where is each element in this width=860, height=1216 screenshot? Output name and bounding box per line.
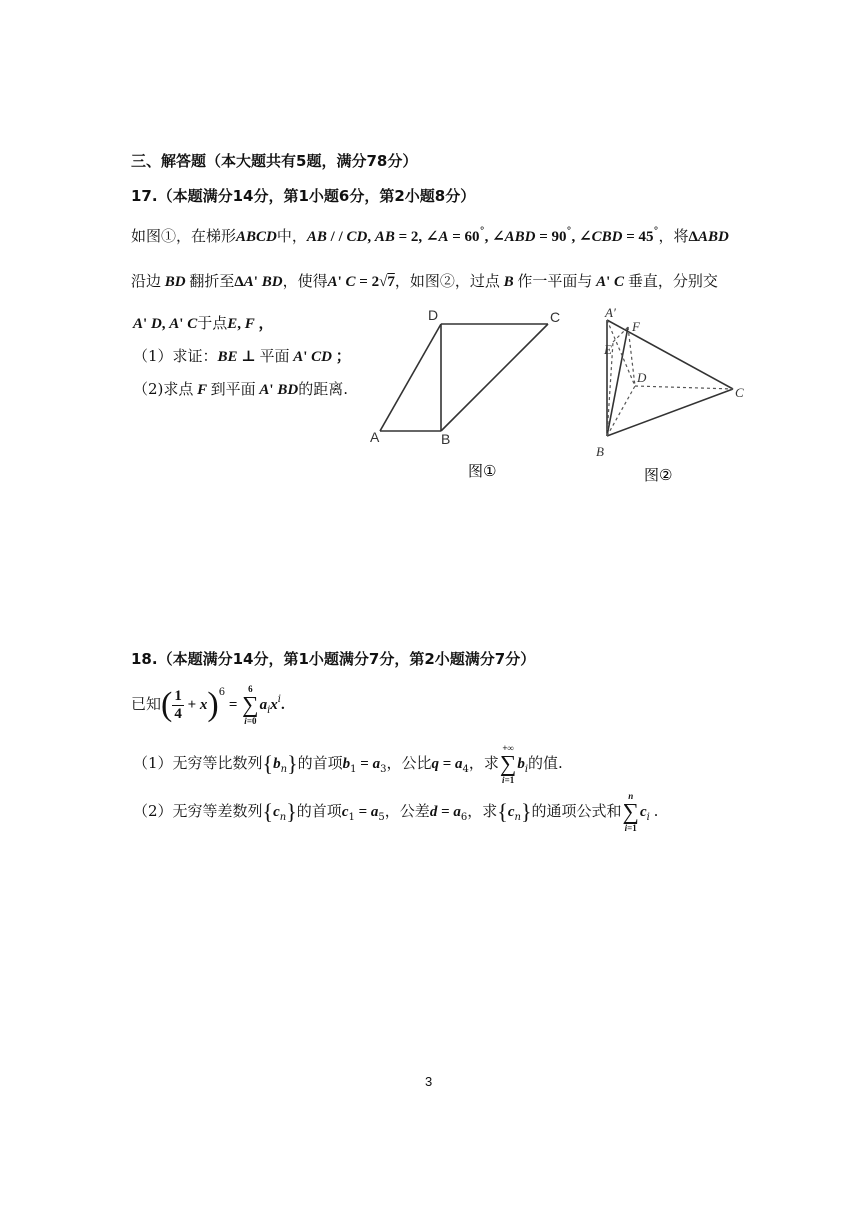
q18-sub-1: （1）无穷等比数列$\{b_n\}$的首项$b_1 = a_3$，公比$q = a_4$，求 +∞ ∑ i=1 $b_i$的值. <box>133 743 563 785</box>
edge-dc <box>635 386 733 389</box>
edge-bc <box>441 324 548 431</box>
q18-sub-2: （2）无穷等差数列$\{c_n\}$的首项$c_1 = a_5$，公差$d = a_6$，求$\{c_n\}$的通项公式和 n ∑ i=1 $c_i$ . <box>133 791 659 833</box>
fig2-label-e: E <box>604 342 612 357</box>
fig1-label-b: B <box>441 431 451 447</box>
fig2-label-f: F <box>632 319 640 334</box>
edge-ad <box>380 324 441 431</box>
page-number: 3 <box>425 1074 433 1089</box>
edge-a-prime-c <box>607 320 733 389</box>
q17-title: 17.（本题满分14分，第1小题6分，第2小题8分） <box>131 187 476 205</box>
fig2-label-a-prime: A′ <box>605 305 616 320</box>
fig1-label-d: D <box>428 307 439 323</box>
fig2-label-b: B <box>596 444 604 459</box>
q17-sub-1: （1）求证：BE ⊥ 平面 A' CD ； <box>133 347 351 365</box>
q18-title: 18.（本题满分14分，第1小题满分7分，第2小题满分7分） <box>131 650 536 668</box>
q17-line-3: A' D, A' C于点E, F ， <box>133 314 274 332</box>
figure-2-fold <box>585 300 755 488</box>
q17-sub-2: （2)求点 F 到平面 A' BD的距离. <box>133 380 348 398</box>
q17-line-1: 如图①，在梯形ABCD中，AB / / CD, AB = 2, ∠A = 60°, ∠ABD = 90°, ∠CBD = 45°，将ΔABD <box>131 226 729 245</box>
edge-bc <box>607 389 733 436</box>
fig1-label-c: C <box>550 309 561 325</box>
q18-given: 已知( $\frac{1}{4}$ + x)$^6$ = 6 ∑ i=0 $a_ix^i$. <box>131 684 285 726</box>
section-heading: 三、解答题（本大题共有5题，满分78分） <box>131 152 418 170</box>
fig2-label-d: D <box>637 370 647 385</box>
q17-line-2: 沿边 BD 翻折至ΔA' BD，使得A' C = 2√7，如图②，过点 B 作一平面与 A' C 垂直，分别交 <box>131 272 718 290</box>
figure-1-trapezoid <box>360 300 575 485</box>
fig1-caption: 图① <box>468 462 497 480</box>
fig1-label-a: A <box>370 429 380 445</box>
fig2-caption: 图② <box>644 466 673 484</box>
fig2-label-c: C <box>735 385 744 400</box>
